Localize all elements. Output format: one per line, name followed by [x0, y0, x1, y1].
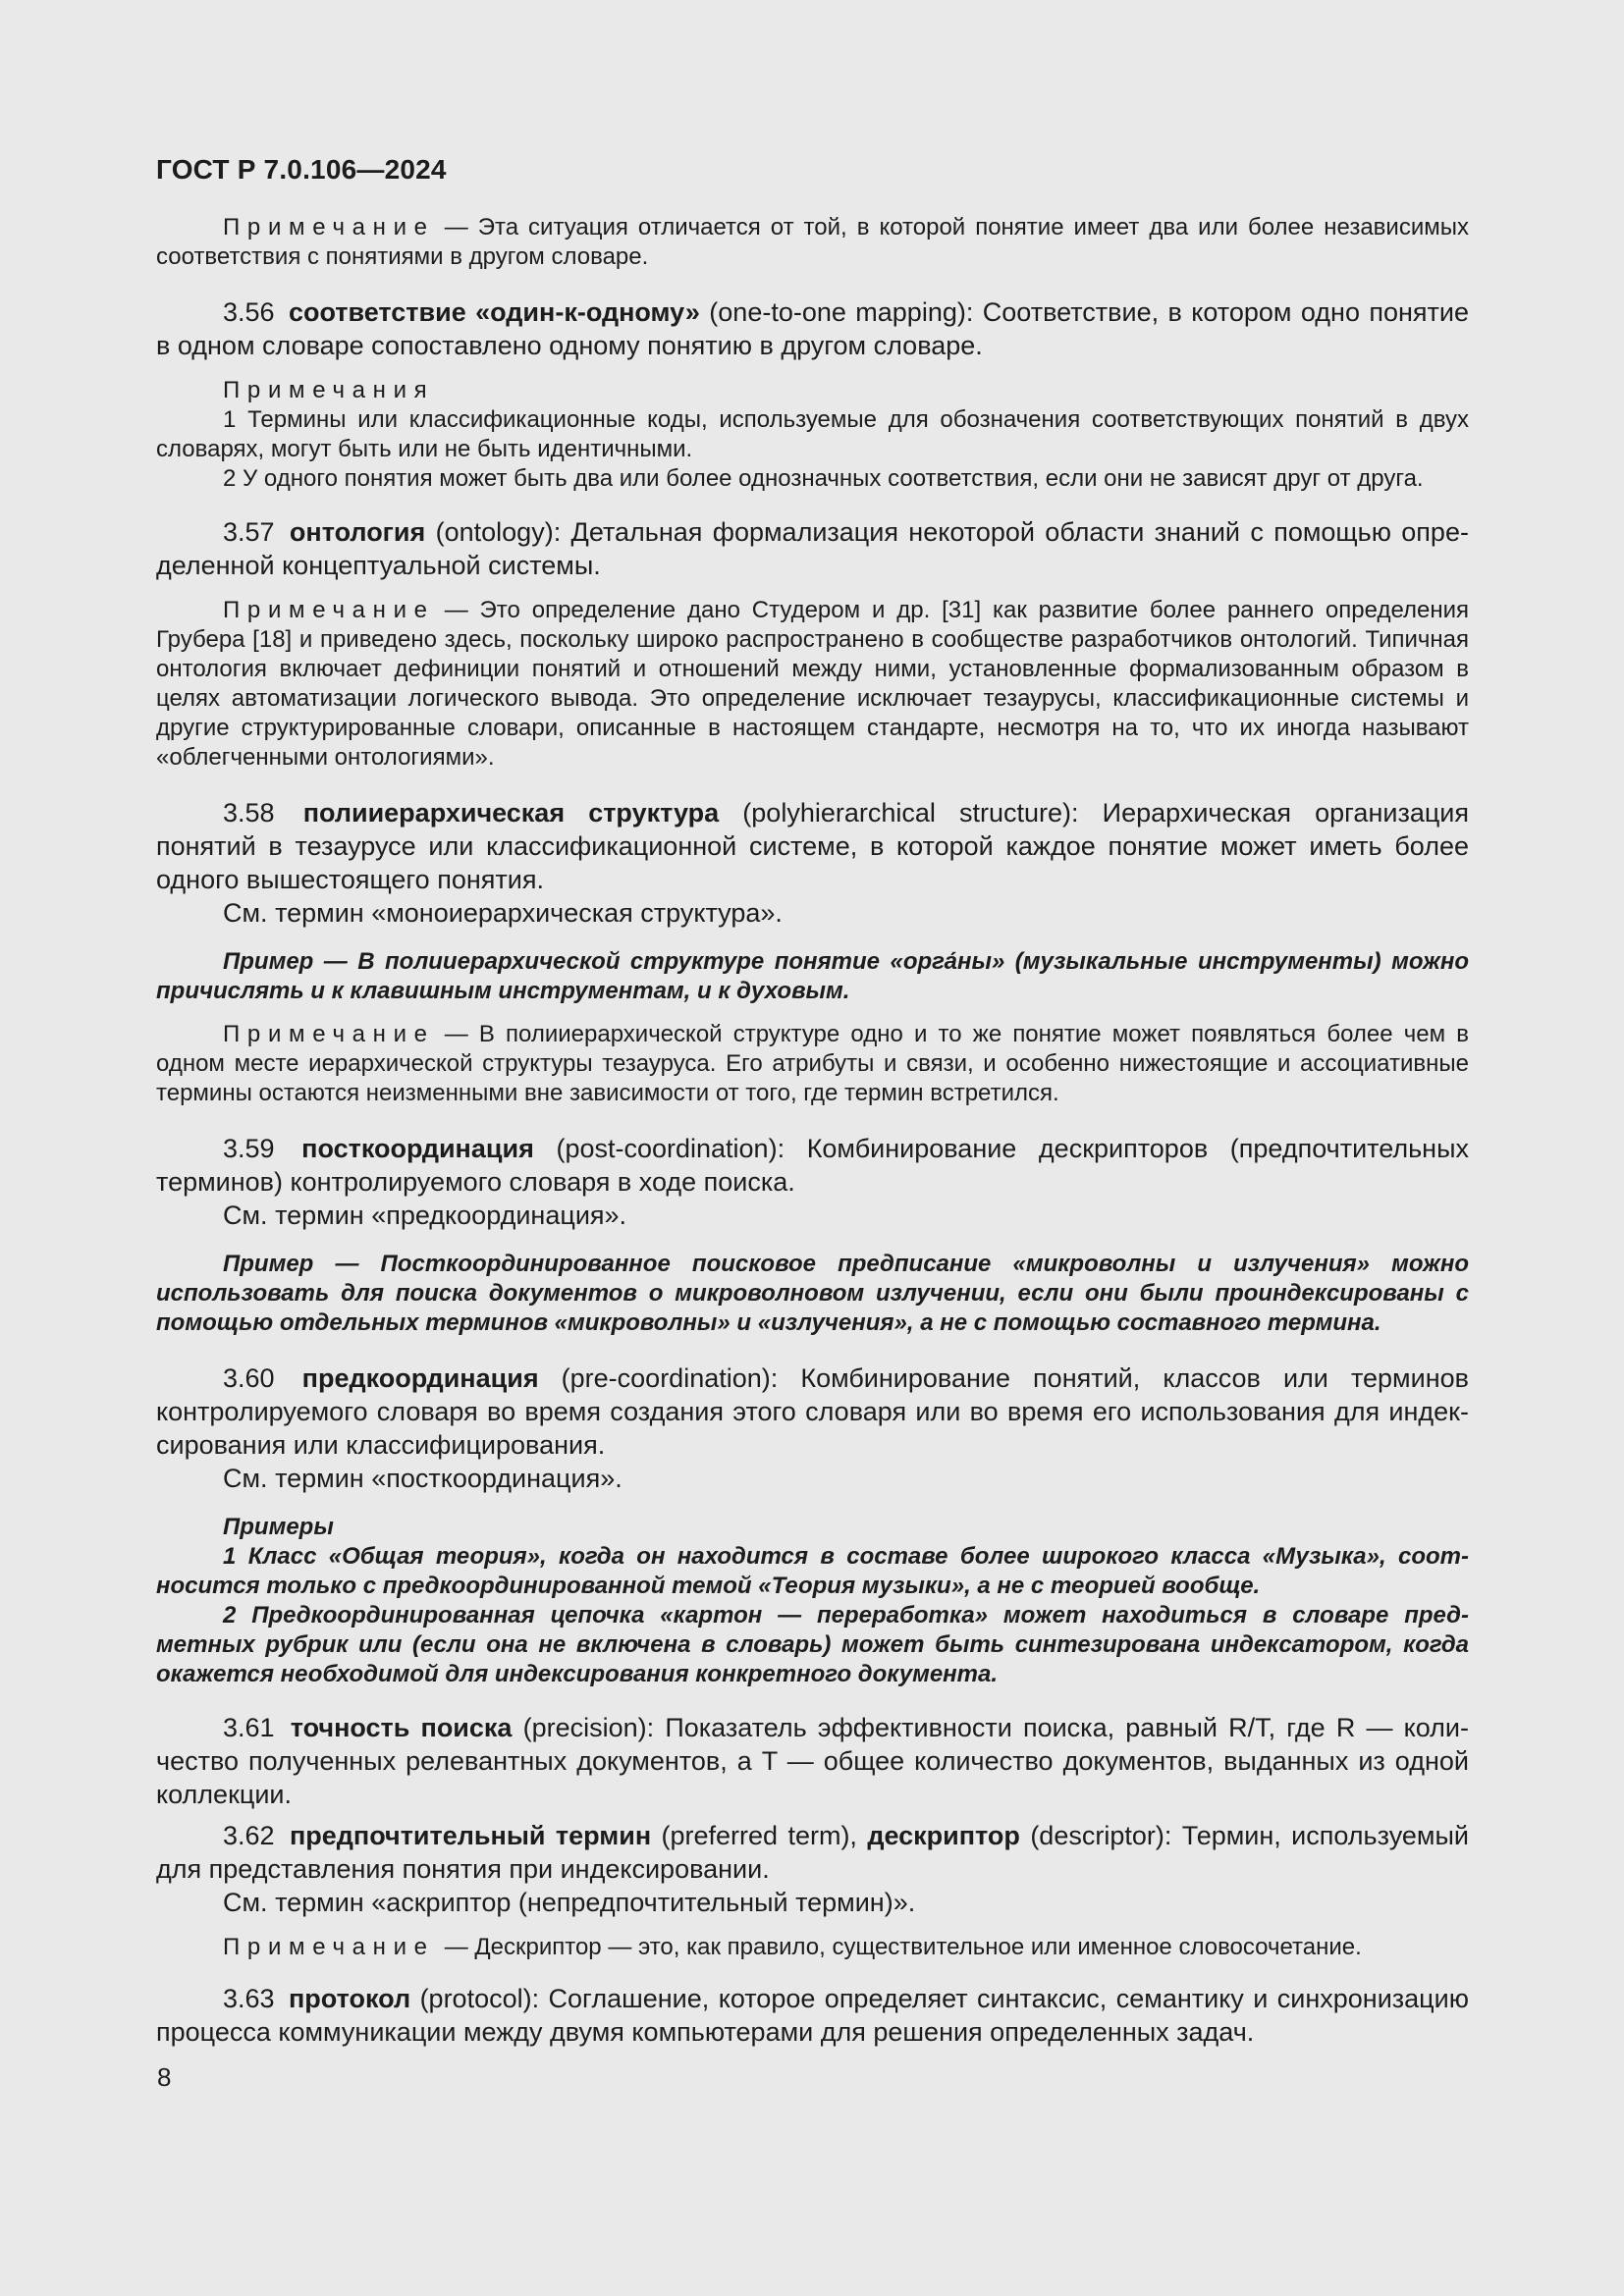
term-definition: Термин, используемый для представления понятия при индексировании. — [156, 1821, 1469, 1884]
term-number: 3.58 — [223, 798, 275, 828]
note-paragraph-3-57 — [156, 596, 1469, 773]
example-item: 1 Класс «Общая теория», когда он находится в составе более широкого класса «Музыка», соотносится только с предкоординированной темой «Теория музыки», а не с теорией вообще. — [156, 1543, 1469, 1599]
note-label: Примечание — [223, 1021, 435, 1047]
notes-label: Примечания — [223, 377, 435, 403]
notes-label-line — [156, 376, 1469, 405]
note-label: Примечание — [223, 1934, 435, 1960]
note-label: Примечание — [223, 597, 435, 623]
term-number: 3.57 — [223, 517, 275, 547]
see-also-3-59: См. термин «предкоординация». — [223, 1201, 627, 1230]
term-definition: Комбинирование понятий, классов или терминов контролируемого словаря во время создания этого словаря или во время его использования для индексирования или классифицирования. — [156, 1363, 1469, 1460]
example-paragraph-3-58: Пример — В полииерархической структуре понятие «орга́ны» (музыкальные инструменты) можно причислять и к клавишным инструментам, и к духовым. — [156, 948, 1469, 1004]
term-translation: (preferred term), — [661, 1821, 857, 1850]
note-item: 2 У одного понятия может быть два или более однозначных соответствия, если они не зависят друг от друга. — [223, 465, 1424, 492]
term-definition: Иерархическая организация понятий в тезаурусе или классификационной системе, в которой каждое понятие может иметь более одного вышестоящего понятия. — [156, 798, 1470, 894]
note-text: — Это определение дано Студером и др. [31] как развитие более раннего определения Грубера [18] и приведено здесь, поскольку широко распространено в сообществе разработчиков онтологий. Типичная онтология включает дефиниции понятий и отношений между ними, установленные формализованным образом в целях автоматизации логического вывода. Это определение исключает тезаурусы, классификационные системы и другие структурированные словари, описанные в настоящем стандарте, несмотря на то, что их иногда называют «облегченными онтологиями». — [156, 597, 1469, 771]
term-name: посткоординация — [301, 1134, 534, 1163]
notes-block-3-56 — [156, 376, 1469, 494]
term-translation: (post-coordination): — [556, 1134, 785, 1163]
term-name: протокол — [289, 1984, 411, 2013]
term-definition: Показатель эффективности поиска, равный R/T, где R — количество полученных релевантных документов, а T — общее количество документов, выданных из одной коллекции. — [156, 1713, 1469, 1809]
term-definition: Комбинирование дескрипторов (предпочтительных терминов) контролируемого словаря в ходе поиска. — [156, 1134, 1469, 1197]
term-translation: (ontology): — [435, 517, 562, 547]
term-name: соответствие «один-к-одному» — [288, 297, 700, 327]
example-item: 2 Предкоординированная цепочка «картон — переработка» может находиться в словаре предметных рубрик или (если она не включена в словарь) может быть синтезирована индексатором, когда окажется необходимой для индексирования конкретного документа. — [156, 1602, 1469, 1687]
term-definition: Соответствие, в котором одно понятие в одном словаре сопоставлено одному понятию в другом словаре. — [156, 297, 1469, 360]
term-name: точность поиска — [290, 1713, 513, 1742]
note-label: Примечание — [223, 214, 435, 240]
term-translation: (one-to-one mapping): — [709, 297, 974, 327]
term-number: 3.63 — [223, 1984, 275, 2013]
example-paragraph-3-59: Пример — Посткоординированное поисковое предписание «микроволны и излучения» можно использовать для поиска документов о микроволновом излучении, если они были проиндексированы с помощью отдельных терминов «микроволны» и «излучения», а не с помощью составного термина. — [156, 1251, 1469, 1336]
see-also-3-62: См. термин «аскриптор (непредпочтительный термин)». — [223, 1888, 916, 1917]
see-also-3-60: См. термин «посткоординация». — [223, 1464, 623, 1493]
note-paragraph-3-58 — [156, 1020, 1469, 1108]
note-text: — Эта ситуация отличается от той, в которой понятие имеет два или более независимых соответствия с понятиями в другом словаре. — [156, 214, 1469, 270]
term-translation: (precision): — [522, 1713, 655, 1742]
note-paragraph-intro — [156, 213, 1469, 272]
term-number: 3.60 — [223, 1363, 275, 1393]
page-content — [156, 152, 1469, 2049]
term-entry-3-58 — [156, 796, 1469, 896]
running-header: ГОСТ Р 7.0.106—2024 — [156, 154, 447, 185]
term-entry-3-61 — [156, 1711, 1469, 1811]
examples-block-3-60 — [156, 1513, 1469, 1689]
term-number: 3.56 — [223, 297, 275, 327]
term-number: 3.62 — [223, 1821, 275, 1850]
note-paragraph-3-62 — [156, 1933, 1469, 1962]
term-number: 3.59 — [223, 1134, 275, 1163]
term-number: 3.61 — [223, 1713, 275, 1742]
term-entry-3-63 — [156, 1982, 1469, 2049]
term-name: онтология — [289, 517, 426, 547]
term-entry-3-56 — [156, 295, 1469, 362]
term-translation: (polyhierarchical structure): — [742, 798, 1079, 828]
see-also-3-58: См. термин «моноиерархическая структура». — [223, 898, 783, 928]
term-name-2: дескриптор — [867, 1821, 1020, 1850]
page-number: 8 — [157, 2062, 172, 2092]
term-entry-3-62 — [156, 1819, 1469, 1886]
term-translation: (pre-coordination): — [561, 1363, 779, 1393]
term-definition: Соглашение, которое определяет синтаксис, семантику и синхронизацию процесса коммуникации между двумя компьютерами для решения определенных задач. — [156, 1984, 1469, 2047]
term-translation: (protocol): — [419, 1984, 540, 2013]
term-name: полииерархическая структура — [302, 798, 720, 828]
term-name: предкоординация — [301, 1363, 539, 1393]
examples-label: Примеры — [223, 1514, 334, 1540]
term-entry-3-60 — [156, 1362, 1469, 1462]
term-entry-3-59 — [156, 1132, 1469, 1199]
note-item: 1 Термины или классификационные коды, используемые для обозначения соответствующих понятий в двух словарях, могут быть или не быть идентичными. — [156, 406, 1469, 462]
term-entry-3-57 — [156, 515, 1469, 582]
note-text: — В полииерархической структуре одно и то же понятие может появляться более чем в одном месте иерархической структуры тезауруса. Его атрибуты и связи, и особенно нижестоящие и ассоциативные термины остаются неизменными вне зависимости от того, где термин встретился. — [156, 1021, 1469, 1106]
term-translation-2: (descriptor): — [1030, 1821, 1172, 1850]
note-text: — Дескриптор — это, как правило, существительное или именное словосочетание. — [444, 1934, 1362, 1960]
term-definition: Детальная формализация некоторой области знаний с помощью определенной концептуальной системы. — [156, 517, 1469, 580]
term-name: предпочтительный термин — [289, 1821, 652, 1850]
